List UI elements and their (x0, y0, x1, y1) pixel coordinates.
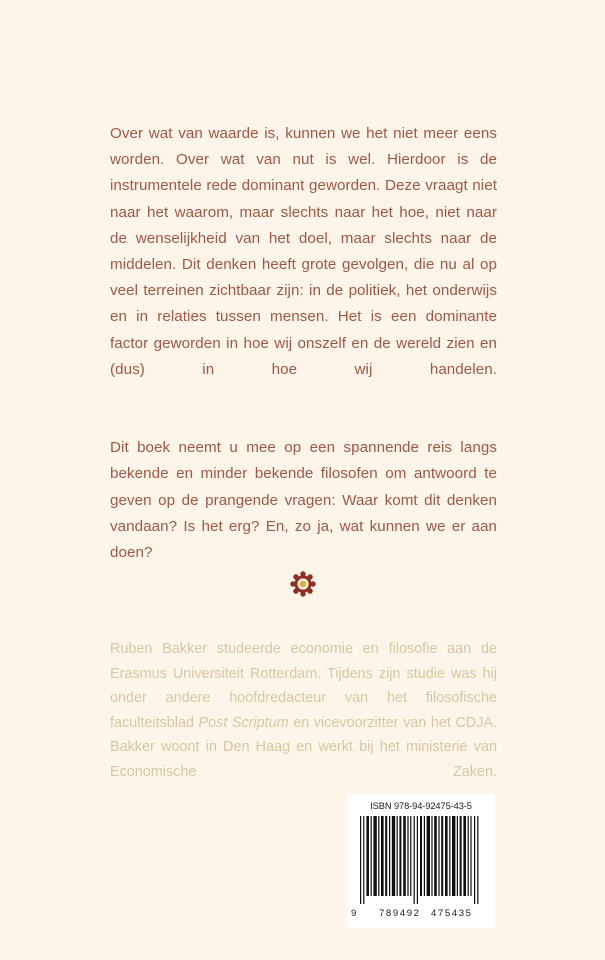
author-bio-section (110, 637, 497, 809)
blurb-paragraph-2: Dit boek neemt u mee op een spannende reis langs bekende en minder bekende filosofen om antwoord te geven op de prangende vragen: Waar komt dit denken vandaan? Is het erg? En, zo ja, wat kunnen we er aan doen? (110, 439, 497, 562)
ornament-divider (0, 570, 605, 598)
barcode-lead-digit: 9 (351, 908, 357, 919)
barcode-bars-icon (358, 816, 484, 904)
isbn-label: ISBN 978-94-92475-43-5 (370, 801, 472, 811)
blurb-section (110, 121, 497, 592)
barcode-block (347, 794, 495, 928)
barcode-right-group: 475435 (431, 908, 473, 919)
barcode-left-group: 789492 (379, 908, 421, 919)
author-bio-text (110, 637, 497, 809)
blurb-paragraph-1: Over wat van waarde is, kunnen we het niet meer eens worden. Over wat van nut is wel. Hierdoor is de instrumentele rede dominant geworden. Deze vraagt niet naar het waarom, maar slechts naar het hoe, niet naar de wenselijkheid van het doel, maar slechts naar de middelen. Dit denken heeft grote gevolgen, die nu al op veel terreinen zichtbaar zijn: in de politiek, het onderwijs en in relaties tussen mensen. Het is een dominante factor geworden in hoe wij onszelf en de wereld zien en (dus) in hoe wij handelen. (110, 125, 497, 378)
author-bio-part-1: Ruben Bakker studeerde economie en filosofie aan de Erasmus Universiteit Rotterdam. Tijdens zijn studie was hij onder andere hoofdredacteur van het filosofische faculteitsblad (110, 641, 497, 731)
flower-gear-ornament-icon (289, 570, 317, 598)
author-bio-part-2: en vicevoorzitter van het CDJA. Bakker woont in Den Haag en werkt bij het ministerie van Economische Zaken. (110, 714, 497, 780)
barcode-digits (347, 908, 495, 920)
magazine-title: Post Scriptum (198, 714, 289, 731)
